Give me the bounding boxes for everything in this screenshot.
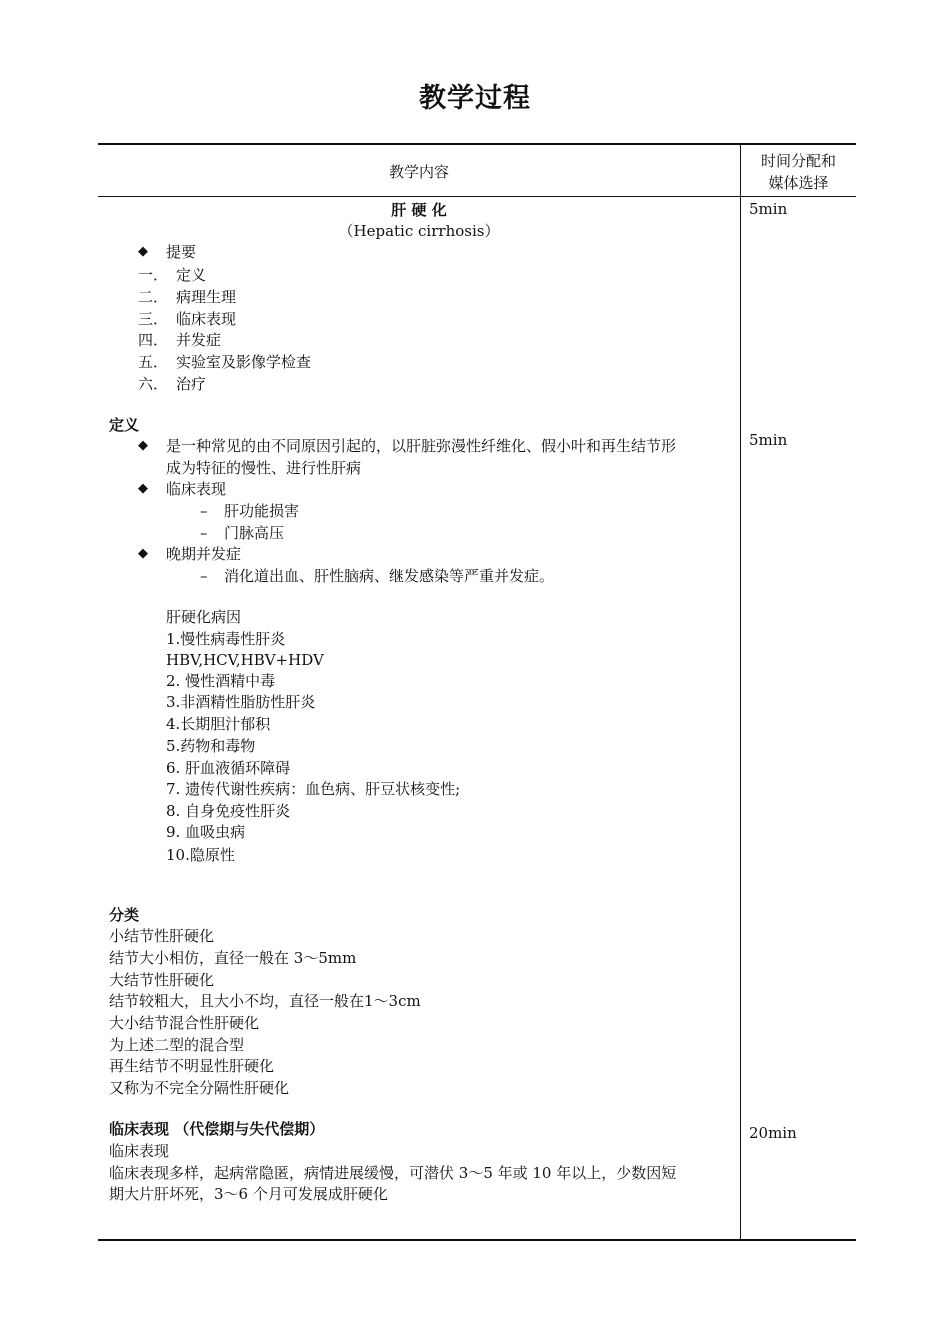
table-top-border — [98, 143, 856, 145]
header-content: 教学内容 — [388, 163, 449, 181]
etiology-item: 9. 血吸虫病 — [166, 823, 246, 841]
header-time-line1: 时间分配和 — [760, 152, 836, 170]
etiology-item: 7. 遗传代谢性疾病：血色病、肝豆状核变性; — [166, 780, 461, 798]
outline-item: 病理生理 — [176, 288, 237, 306]
classification-line: 大小结节混合性肝硬化 — [109, 1014, 260, 1032]
section-heading-clinical: 临床表现 （代偿期与失代偿期） — [109, 1120, 325, 1138]
definition-text-line1: 是一种常见的由不同原因引起的，以肝脏弥漫性纤维化、假小叶和再生结节形 — [166, 437, 677, 455]
time-allocation-3: 20min — [749, 1124, 797, 1142]
lesson-subtitle: （Hepatic cirrhosis） — [338, 222, 500, 240]
etiology-item: 8. 自身免疫性肝炎 — [166, 802, 291, 820]
etiology-item: 1.慢性病毒性肝炎 — [166, 630, 286, 648]
outline-item: 并发症 — [176, 331, 222, 349]
classification-line: 又称为不完全分隔性肝硬化 — [109, 1079, 290, 1097]
classification-line: 为上述二型的混合型 — [109, 1036, 245, 1054]
table-bottom-border — [98, 1239, 856, 1241]
dash-marker: – — [200, 524, 208, 542]
time-allocation-2: 5min — [749, 431, 788, 449]
definition-text-line2: 成为特征的慢性、进行性肝病 — [166, 459, 362, 477]
etiology-item: 3.非酒精性脂肪性肝炎 — [166, 693, 316, 711]
column-divider — [740, 144, 741, 1240]
outline-num: 三． — [138, 310, 169, 328]
dash-marker: – — [200, 502, 208, 520]
lesson-title: 肝 硬 化 — [391, 201, 447, 219]
clinical-line: 期大片肝坏死，3～6 个月可发展成肝硬化 — [109, 1185, 388, 1203]
time-allocation-1: 5min — [749, 200, 788, 218]
outline-num: 四． — [138, 331, 169, 349]
bullet-diamond: ◆ — [138, 546, 148, 561]
header-divider — [98, 196, 856, 197]
section-heading-definition: 定义 — [109, 416, 140, 434]
outline-label: 提要 — [166, 243, 197, 261]
bullet-diamond: ◆ — [138, 481, 148, 496]
section-heading-classification: 分类 — [109, 906, 140, 924]
classification-line: 小结节性肝硬化 — [109, 927, 215, 945]
etiology-item: 2. 慢性酒精中毒 — [166, 672, 276, 690]
etiology-item: 6. 肝血液循环障碍 — [166, 759, 291, 777]
definition-clinical-label: 临床表现 — [166, 480, 227, 498]
etiology-item: 10.隐原性 — [166, 846, 235, 864]
definition-complications-label: 晚期并发症 — [166, 545, 242, 563]
clinical-line: 临床表现多样，起病常隐匿，病情进展缓慢，可潜伏 3～5 年或 10 年以上，少数因短 — [109, 1164, 677, 1182]
definition-sub-portal-hypertension: 门脉高压 — [224, 524, 285, 542]
definition-sub-liver-damage: 肝功能损害 — [224, 502, 300, 520]
dash-marker: – — [200, 567, 208, 585]
etiology-heading: 肝硬化病因 — [166, 608, 242, 626]
classification-line: 大结节性肝硬化 — [109, 971, 215, 989]
page-title: 教学过程 — [419, 83, 531, 114]
classification-line: 再生结节不明显性肝硬化 — [109, 1057, 275, 1075]
outline-item: 治疗 — [176, 375, 207, 393]
outline-num: 六． — [138, 375, 169, 393]
bullet-diamond: ◆ — [138, 244, 148, 259]
outline-num: 二． — [138, 288, 169, 306]
outline-num: 一． — [138, 266, 169, 284]
etiology-item: 5.药物和毒物 — [166, 737, 256, 755]
clinical-line: 临床表现 — [109, 1142, 170, 1160]
outline-item: 定义 — [176, 266, 207, 284]
header-time-line2: 媒体选择 — [768, 174, 829, 192]
classification-line: 结节较粗大，且大小不均，直径一般在1～3cm — [109, 992, 421, 1010]
bullet-diamond: ◆ — [138, 438, 148, 453]
etiology-item: 4.长期胆汁郁积 — [166, 715, 271, 733]
outline-num: 五． — [138, 353, 169, 371]
definition-sub-complications: 消化道出血、肝性脑病、继发感染等严重并发症。 — [224, 567, 555, 585]
etiology-item: HBV,HCV,HBV+HDV — [166, 651, 324, 669]
outline-item: 临床表现 — [176, 310, 237, 328]
outline-item: 实验室及影像学检查 — [176, 353, 312, 371]
classification-line: 结节大小相仿，直径一般在 3～5mm — [109, 949, 357, 967]
